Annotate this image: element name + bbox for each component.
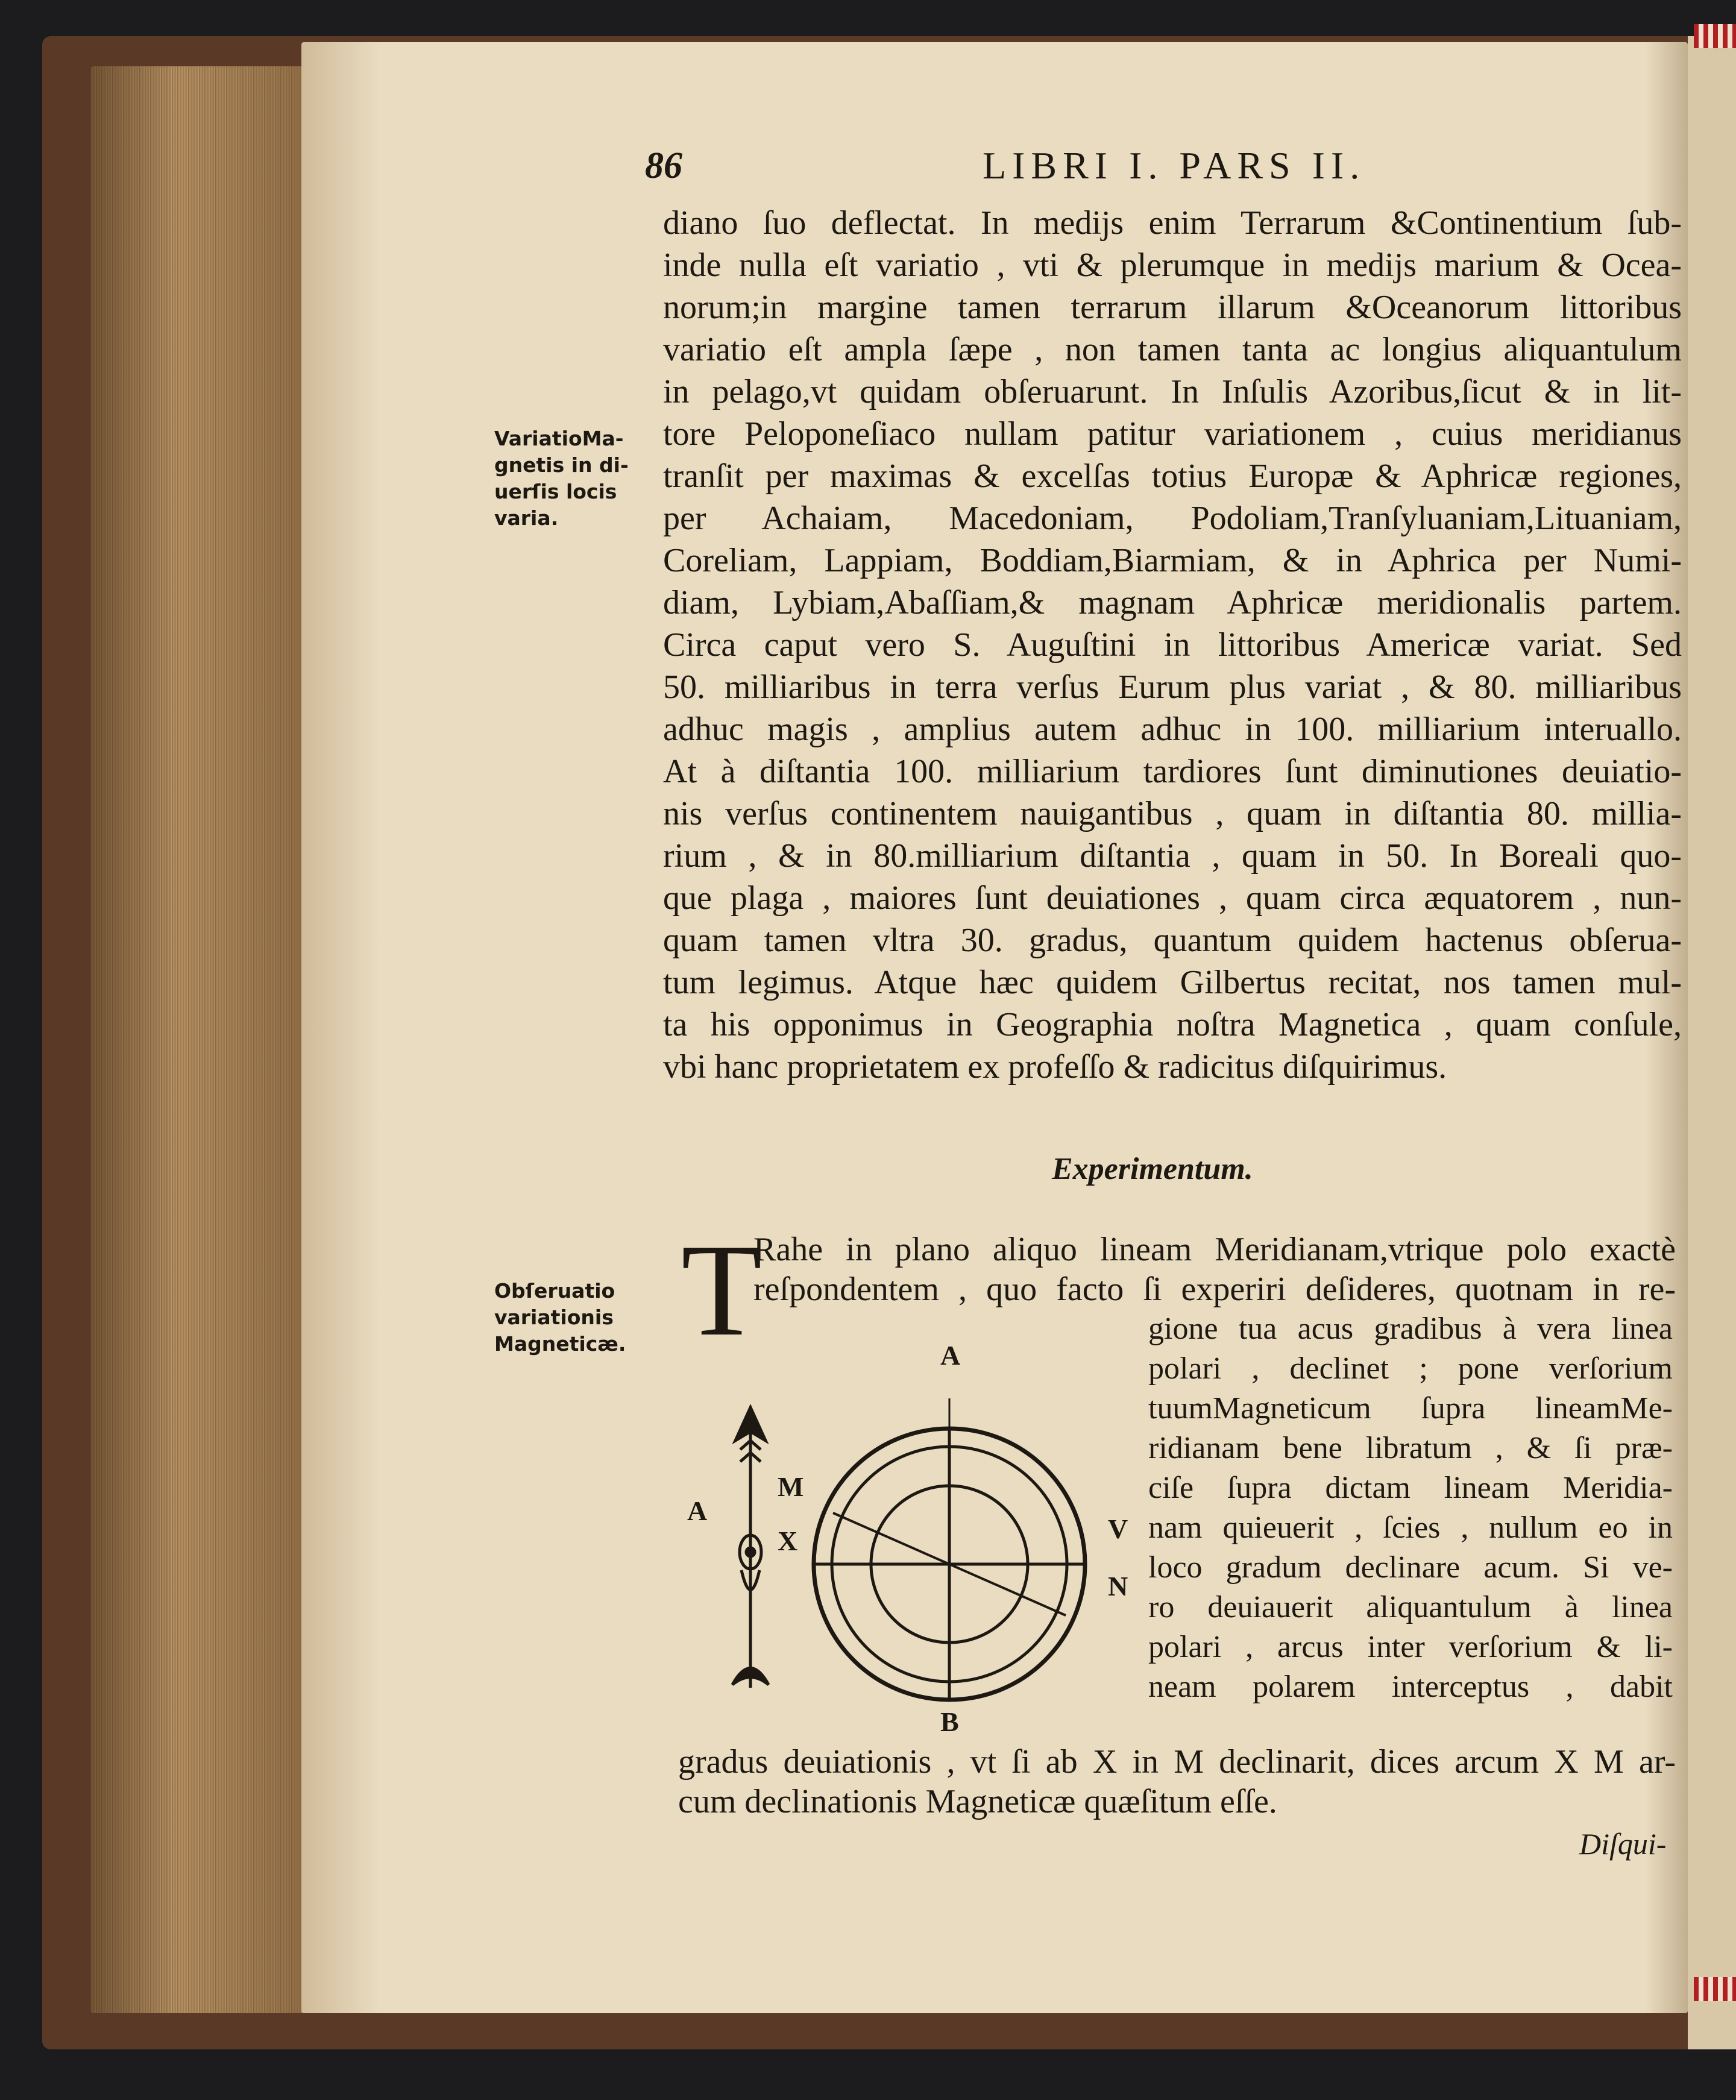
compass-figure-svg	[675, 1350, 1133, 1748]
margin-note-line: uerſis locis	[494, 480, 617, 503]
compass-rose	[814, 1398, 1085, 1700]
body-line: Coreliam, Lappiam, Boddiam,Biarmiam, & in Aphrica per Numi-	[663, 542, 1682, 579]
body-line: Rahe in plano aliquo lineam Meridianam,vtrique polo exactè	[753, 1231, 1676, 1268]
body-line: gione tua acus gradibus à vera linea	[1148, 1312, 1673, 1346]
margin-note-line: Magneticæ.	[494, 1332, 626, 1356]
label-n: N	[1108, 1571, 1128, 1602]
needle-icon	[732, 1407, 769, 1688]
body-line: rium , & in 80.milliarium diſtantia , quam in 50. In Boreali quo-	[663, 837, 1682, 875]
label-a-left: A	[687, 1495, 708, 1526]
body-line: tranſit per maximas & excelſas totius Europæ & Aphricæ regiones,	[663, 457, 1682, 495]
body-line: ta his opponimus in Geographia noſtra Magnetica , quam conſule,	[663, 1006, 1682, 1043]
label-x: X	[778, 1526, 798, 1556]
body-paragraph	[663, 202, 1682, 1088]
label-v: V	[1108, 1514, 1128, 1544]
label-m: M	[778, 1471, 804, 1502]
ribbon-marker-bottom	[1694, 1977, 1736, 2001]
body-line: inde nulla eſt variatio , vti & plerumque in medijs marium & Ocea-	[663, 247, 1682, 284]
body-line: ciſe ſupra dictam lineam Meridia-	[1148, 1471, 1673, 1505]
section-heading: Experimentum.	[1052, 1152, 1253, 1186]
body-line: loco gradum declinare acum. Si ve-	[1148, 1550, 1673, 1585]
margin-note-line: VariatioMa-	[494, 427, 624, 450]
body-line: per Achaiam, Macedoniam, Podoliam,Tranſyluaniam,Lituaniam,	[663, 500, 1682, 537]
body-line: gradus deuiationis , vt ſi ab X in M declinarit, dices arcum X M ar-	[678, 1743, 1676, 1781]
body-line: ro deuiauerit aliquantulum à linea	[1148, 1590, 1673, 1624]
drop-capital: T	[681, 1216, 763, 1363]
body-line: nis verſus continentem nauigantibus , quam in diſtantia 80. millia-	[663, 795, 1682, 832]
body-line: polari , arcus inter verſorium & li-	[1148, 1630, 1673, 1664]
margin-note-line: variationis	[494, 1306, 614, 1329]
margin-note-variatio	[494, 426, 629, 532]
body-line: tuumMagneticum ſupra lineamMe-	[1148, 1391, 1673, 1426]
body-line-last: cum declinationis Magneticæ quæſitum eſſe.	[678, 1783, 1277, 1820]
margin-note-line: gnetis in di-	[494, 453, 629, 477]
label-b: B	[940, 1706, 959, 1737]
body-line: 50. milliaribus in terra verſus Eurum plus variat , & 80. milliaribus	[663, 668, 1682, 706]
body-line: diano ſuo deflectat. In medijs enim Terrarum &Continentium ſub-	[663, 204, 1682, 242]
body-line: tore Peloponeſiaco nullam patitur variationem , cuius meridianus	[663, 415, 1682, 453]
experiment-paragraph-top	[753, 1230, 1676, 1309]
page-number: 86	[645, 145, 682, 186]
compass-diagram	[675, 1340, 1133, 1748]
margin-note-obseruatio	[494, 1278, 626, 1357]
body-line: variatio eſt ampla ſæpe , non tamen tanta ac longius aliquantulum	[663, 331, 1682, 368]
body-line: adhuc magis , amplius autem adhuc in 100. milliarium interuallo.	[663, 711, 1682, 748]
body-line: diam, Lybiam,Abaſſiam,& magnam Aphricæ meridionalis partem.	[663, 584, 1682, 621]
body-line: Circa caput vero S. Auguſtini in littoribus Americæ variat. Sed	[663, 626, 1682, 664]
body-line: At à diſtantia 100. milliarium tardiores ſunt diminutiones deuiatio-	[663, 753, 1682, 790]
catchword: Diſqui-	[1579, 1827, 1667, 1861]
body-line: reſpondentem , quo facto ſi experiri deſideres, quotnam in re-	[753, 1271, 1676, 1308]
label-a-top: A	[940, 1340, 961, 1371]
margin-note-line: varia.	[494, 506, 559, 530]
margin-note-line: Obſeruatio	[494, 1279, 615, 1303]
running-head: LIBRI I. PARS II.	[983, 144, 1366, 187]
experiment-paragraph-beside-figure	[1148, 1309, 1673, 1707]
body-line: quam tamen vltra 30. gradus, quantum quidem hactenus obſerua-	[663, 922, 1682, 959]
body-line: neam polarem interceptus , dabit	[1148, 1670, 1673, 1704]
body-line: que plaga , maiores ſunt deuiationes , quam circa æquatorem , nun-	[663, 879, 1682, 917]
body-line: tum legimus. Atque hæc quidem Gilbertus recitat, nos tamen mul-	[663, 964, 1682, 1001]
body-line: polari , declinet ; pone verſorium	[1148, 1351, 1673, 1386]
body-line: norum;in margine tamen terrarum illarum &Oceanorum littoribus	[663, 289, 1682, 326]
body-line: in pelago,vt quidam obſeruarunt. In Inſulis Azoribus,ſicut & in lit-	[663, 373, 1682, 410]
body-line: ridianam bene libratum , & ſi præ-	[1148, 1431, 1673, 1465]
ribbon-marker	[1694, 24, 1736, 48]
facing-page-edge	[1688, 36, 1736, 2049]
experiment-paragraph-bottom	[678, 1742, 1676, 1822]
body-line: nam quieuerit , ſcies , nullum eo in	[1148, 1511, 1673, 1545]
body-line-last: vbi hanc proprietatem ex profeſſo & radicitus diſquirimus.	[663, 1048, 1447, 1086]
